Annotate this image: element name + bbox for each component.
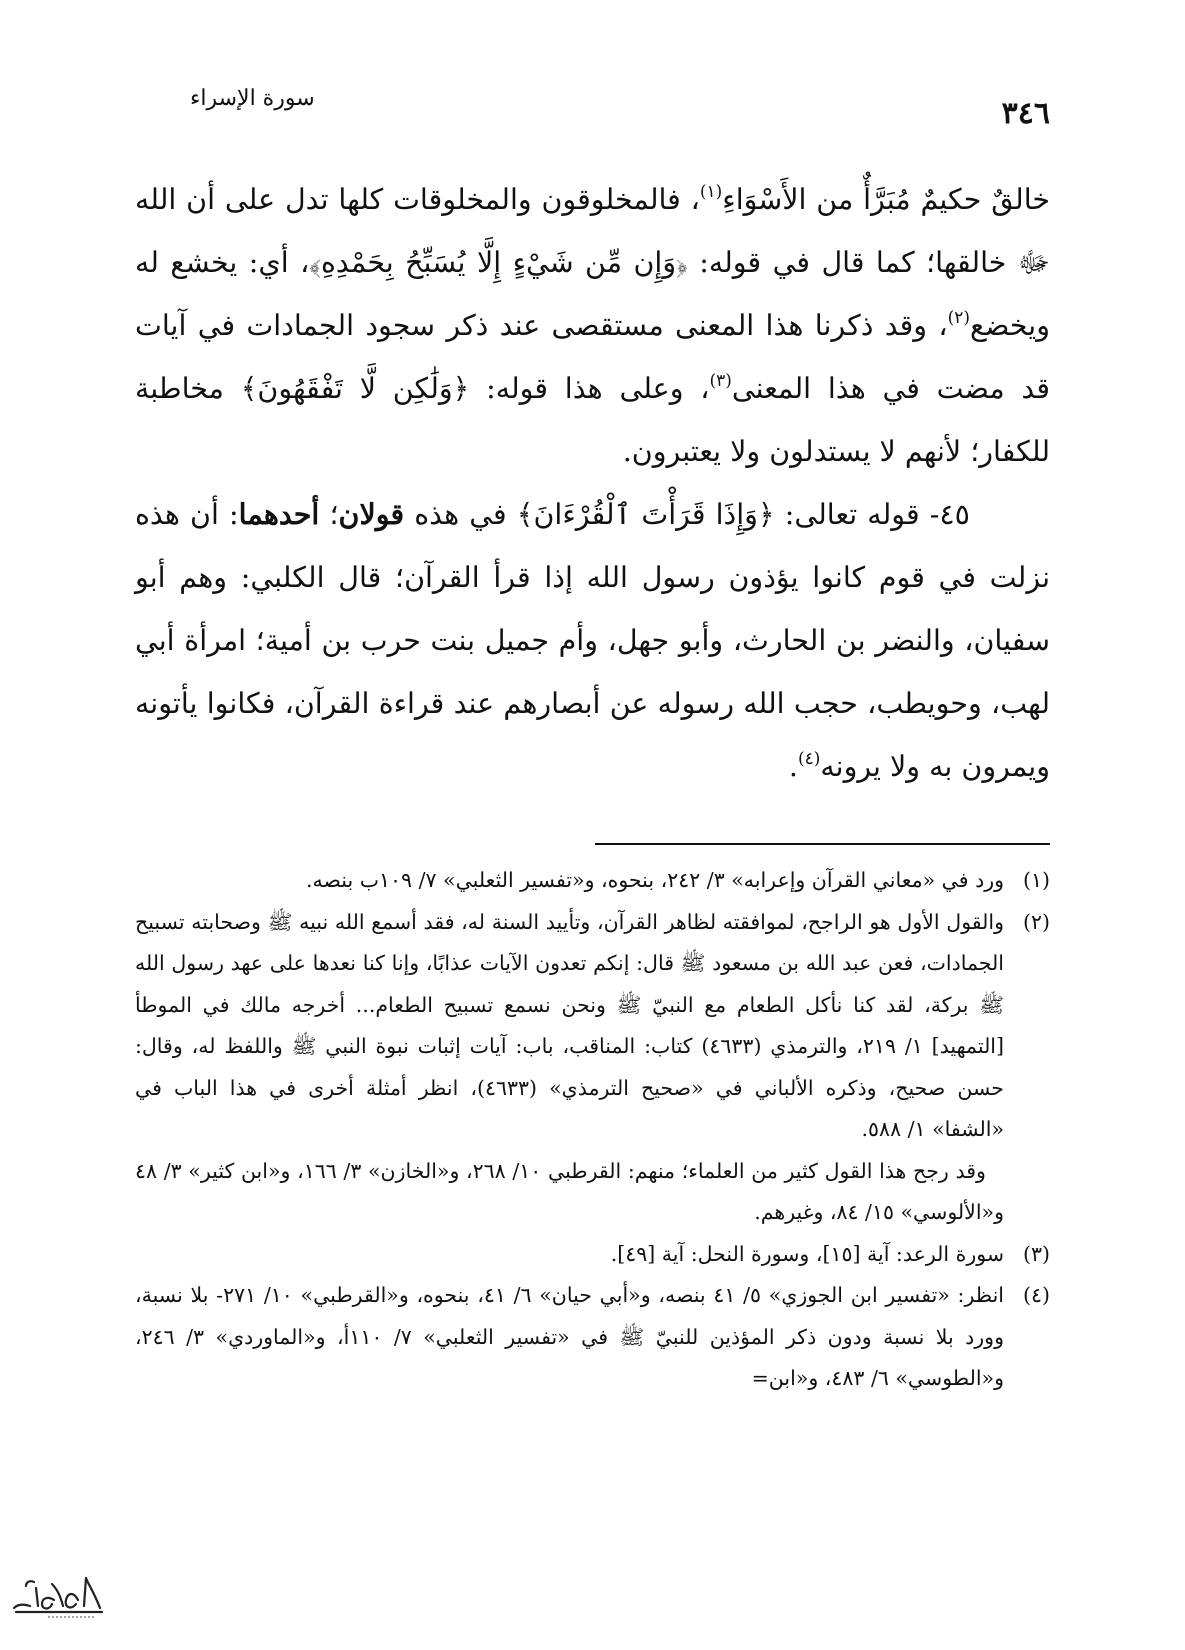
footnote-ref-1[interactable]: (١) [699,182,723,202]
footnote-text: ورد في «معاني القرآن وإعرابه» ٣/ ٢٤٢، بنحوه، و«تفسير الثعلبي» ٧/ ١٠٩ب بنصه. [306,868,1004,892]
footnote-2-continuation: وقد رجح هذا القول كثير من العلماء؛ منهم: القرطبي ١٠/ ٢٦٨، و«الخازن» ٣/ ١٦٦، و«ابن كثير» ٣/ ٤٨ و«الألوسي» ١٥/ ٨٤، وغيرهم. [135,1158,1004,1224]
paragraph-2 [135,483,1050,798]
p2-text-e: : أن هذه نزلت في قوم كانوا يؤذون رسول الله إذا قرأ القرآن؛ قال الكلبي: وهم أبو سفيان، والنضر بن الحارث، وأبو جهل، وأم جميل بنت حرب بن أمية؛ امرأة أبي لهب، وحويطب، حجب الله رسوله عن أبصارهم عند قراءة القرآن، فكانوا يأتونه ويمرون به ولا يرونه [135,498,1050,783]
main-text [135,168,1050,798]
footnote-ref-2[interactable]: (٢) [947,308,971,328]
footnote-text: سورة الرعد: آية [١٥]، وسورة النحل: آية [٤٩]. [610,1241,1004,1266]
p1-text-b: ، فالمخلوقون والمخلوقات كلها تدل على أن الله ﷻ خالقها؛ كما قال في قوله: ﴿وَإِن مِّن شَيْءٍ إِلَّا يُسَبِّحُ بِحَمْدِهِ﴾، أي: يخشع له ويخضع [135,183,1050,342]
footnote-number: (٢) [1022,909,1050,934]
running-title: سورة الإسراء [190,86,315,111]
p1-text-d: ، وعلى هذا قوله: ﴿وَلَٰكِن لَّا تَفْقَهُونَ﴾ مخاطبة للكفار؛ لأنهم لا يستدلون ولا يعتبرون. [135,372,1050,468]
footnote-text: والقول الأول هو الراجح، لموافقته لظاهر القرآن، وتأييد السنة له، فقد أسمع الله نبيه ﷺ وصحابته تسبيح الجمادات، فعن عبد الله بن مسعود ﷺ قال: إنكم تعدون الآيات عذابًا، وإنا كنا نعدها على عهد رسول الله ﷺ بركة، لقد كنا نأكل الطعام مع النبيّ ﷺ ونحن نسمع تسبيح الطعام... أخرجه مالك في الموطأ [التمهيد] ١/ ٢١٩، والترمذي (٤٦٣٣) كتاب: المناقب، باب: آيات إثبات نبوة النبي ﷺ واللفظ له، وقال: حسن صحيح، وذكره الألباني في «صحيح الترمذي» (٤٦٣٣)، انظر أمثلة أخرى في هذا الباب في «الشفا» ١/ ٥٨٨. [135,909,1005,1141]
footnote-number: (٣) [1022,1241,1050,1266]
paragraph-1 [135,168,1050,483]
p2-text-f: . [788,750,798,783]
p2-text-c: ؛ [319,498,339,531]
publisher-stamp-logo [8,1570,108,1620]
footnote-4 [135,1275,1050,1400]
p1-text-a: خالقٌ حكيمٌ مُبَرَّأٌ من الأَسْوَاءِ [722,183,1050,216]
footnote-separator [595,843,1050,845]
footnotes [135,860,1050,1400]
p2-text-a: ٤٥- قوله تعالى: ﴿وَإِذَا قَرَأْتَ ٱلْقُرْءَانَ﴾ في هذه [404,498,970,531]
p2-bold-qawlan: قولان [338,497,405,531]
footnote-1 [135,860,1050,902]
p1-text-c: ، وقد ذكرنا هذا المعنى مستقصى عند ذكر سجود الجمادات في آيات قد مضت في هذا المعنى [135,309,1050,405]
p2-bold-ahaduhuma: أحدهما [238,497,320,531]
footnote-2 [135,902,1050,1151]
footnote-number: (١) [1022,868,1050,892]
footnote-text: انظر: «تفسير ابن الجوزي» ٥/ ٤١ بنصه، و«أبي حيان» ٦/ ٤١، بنحوه، و«القرطبي» ١٠/ ٢٧١- بلا نسبة، وورد بلا نسبة ودون ذكر المؤذين للنبيّ ﷺ في «تفسير الثعلبي» ٧/ ١١٠أ، و«الماوردي» ٣/ ٢٤٦، و«الطوسي» ٦/ ٤٨٣، و«ابن= [135,1283,1004,1390]
footnote-number: (٤) [1022,1283,1050,1307]
page-header [135,78,1050,138]
footnote-ref-3[interactable]: (٣) [709,371,732,391]
footnote-3 [135,1234,1050,1276]
footnote-ref-4[interactable]: (٤) [797,749,821,769]
page-number: ٣٤٦ [1001,96,1050,131]
